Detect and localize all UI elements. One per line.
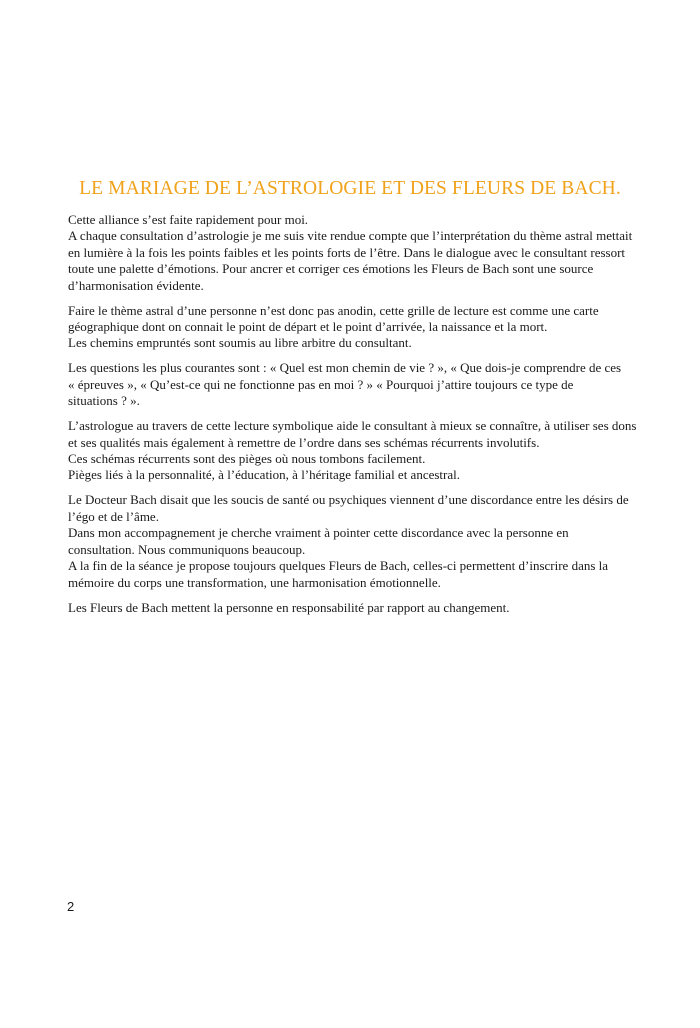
text-line: mémoire du corps une transformation, une harmonisation émotionnelle. (68, 574, 441, 590)
paragraph-astrologue (68, 418, 648, 484)
text-line: A chaque consultation d’astrologie je me suis vite rendue compte que l’interprétation du thème astral mettait (68, 228, 633, 244)
paragraph-docteur-bach (68, 492, 648, 590)
text-line: consultation. Nous communiquons beaucoup. (68, 541, 306, 557)
text-line: Les chemins empruntés sont soumis au libre arbitre du consultant. (68, 335, 412, 351)
text-line: Le Docteur Bach disait que les soucis de santé ou psychiques viennent d’une discordance entre les désirs de (68, 492, 629, 508)
text-line: Pièges liés à la personnalité, à l’éducation, à l’héritage familial et ancestral. (68, 467, 460, 483)
body-text (68, 212, 648, 625)
text-line: Ces schémas récurrents sont des pièges où nous tombons facilement. (68, 451, 426, 467)
text-line: l’égo et de l’âme. (68, 508, 159, 524)
text-line: toute une palette d’émotions. Pour ancrer et corriger ces émotions les Fleurs de Bach sont une source (68, 261, 594, 277)
text-line: « épreuves », « Qu’est-ce qui ne fonctionne pas en moi ? » « Pourquoi j’attire toujours ce type de (68, 376, 574, 392)
page-title: LE MARIAGE DE L’ASTROLOGIE ET DES FLEURS DE BACH. (79, 178, 621, 199)
paragraph-theme-astral (68, 303, 648, 352)
text-line: situations ? ». (68, 393, 140, 409)
text-line: et ses qualités mais également à remettre de l’ordre dans ses schémas récurrents involutifs. (68, 434, 540, 450)
text-line: Faire le thème astral d’une personne n’est donc pas anodin, cette grille de lecture est comme une carte (68, 302, 599, 318)
paragraph-intro (68, 212, 648, 294)
text-line: Cette alliance s’est faite rapidement pour moi. (68, 212, 309, 227)
text-line: Dans mon accompagnement je cherche vraiment à pointer cette discordance avec la personne en (68, 525, 569, 541)
paragraph-conclusion (68, 600, 648, 616)
text-line: géographique dont on connait le point de départ et le point d’arrivée, la naissance et la mort. (68, 319, 548, 335)
text-line: Les questions les plus courantes sont : « Quel est mon chemin de vie ? », « Que dois-je comprendre de ces (68, 360, 622, 376)
text-line: A la fin de la séance je propose toujours quelques Fleurs de Bach, celles-ci permettent d’inscrire dans la (68, 558, 609, 574)
text-line: Les Fleurs de Bach mettent la personne en responsabilité par rapport au changement. (68, 599, 510, 615)
page-number: 2 (67, 899, 75, 914)
text-line: en lumière à la fois les points faibles et les points forts de l’être. Dans le dialogue avec le consultant ressort (68, 244, 626, 260)
paragraph-questions (68, 360, 648, 409)
text-line: d’harmonisation évidente. (68, 277, 204, 293)
text-line: L’astrologue au travers de cette lecture symbolique aide le consultant à mieux se connaître, à utiliser ses dons (68, 418, 637, 434)
